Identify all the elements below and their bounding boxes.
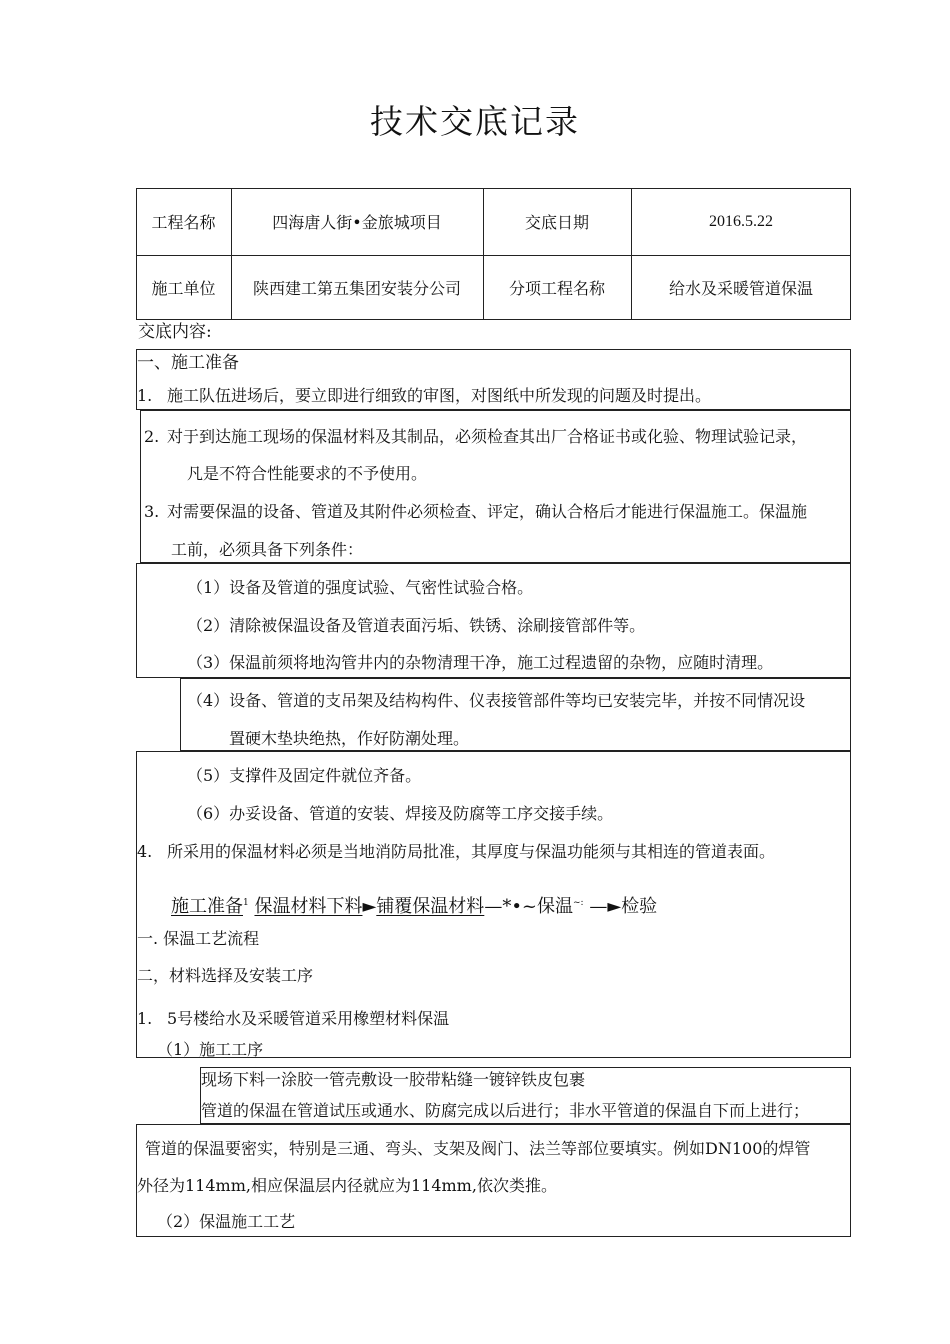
flow-mark: ~: bbox=[573, 898, 584, 908]
page-title: 技术交底记录 bbox=[370, 102, 580, 141]
condition-item: （3）保温前须将地沟管井内的杂物清理干净，施工过程遗留的杂物，应随时清理。 bbox=[187, 653, 774, 672]
flow-step: 铺覆保温材料 bbox=[376, 896, 485, 917]
item-number: 4. bbox=[137, 842, 153, 861]
date-value: 2016.5.22 bbox=[709, 212, 773, 230]
flow-step: 施工准备 bbox=[171, 896, 243, 917]
condition-item: （5）支撑件及固定件就位齐备。 bbox=[187, 766, 422, 785]
item-text: 凡是不符合性能要求的不予使用。 bbox=[187, 464, 428, 483]
procedure-text: 管道的保温在管道试压或通水、防腐完成以后进行；非水平管道的保温自下而上进行； bbox=[201, 1101, 810, 1120]
unit-value: 陕西建工第五集团安装分公司 bbox=[252, 279, 461, 298]
unit-label: 施工单位 bbox=[151, 279, 216, 298]
item-text: 5号楼给水及采暖管道采用橡塑材料保温 bbox=[167, 1009, 450, 1028]
content-label: 交底内容: bbox=[138, 322, 212, 342]
item-number: 2. bbox=[144, 427, 160, 446]
condition-item: 置硬木垫块绝热，作好防潮处理。 bbox=[229, 729, 470, 748]
item-number: 1. bbox=[137, 386, 153, 405]
condition-item: （6）办妥设备、管道的安装、焊接及防腐等工序交接手续。 bbox=[187, 804, 614, 823]
item-text: 对于到达施工现场的保温材料及其制品，必须检查其出厂合格证书或化验、物理试验记录， bbox=[167, 427, 808, 446]
flow-step: 保温材料下料 bbox=[254, 896, 363, 917]
process-flow bbox=[171, 893, 657, 917]
item-text: 工前，必须具备下列条件： bbox=[171, 540, 364, 559]
subheading: （1）施工工序 bbox=[157, 1040, 264, 1059]
section-heading-materials: 二，材料选择及安装工序 bbox=[137, 966, 314, 985]
project-name-label: 工程名称 bbox=[151, 213, 216, 232]
procedure-text: 现场下料一涂胶一管壳敷设一胶带粘缝一镀锌铁皮包裹 bbox=[201, 1070, 586, 1089]
subheading: （2）保温施工工艺 bbox=[157, 1212, 296, 1231]
paragraph-text: 外径为114mm,相应保温层内径就应为114mm,依次类推。 bbox=[137, 1176, 557, 1195]
flow-connector: —*•~保温 bbox=[484, 896, 574, 917]
flow-mark: 1 bbox=[243, 898, 249, 908]
item-number: 3. bbox=[144, 502, 160, 521]
flow-step: 检验 bbox=[621, 896, 658, 917]
item-number: 1. bbox=[137, 1009, 153, 1028]
project-name-value: 四海唐人街•金旅城项目 bbox=[272, 213, 442, 232]
item-text: 施工队伍进场后，要立即进行细致的审图，对图纸中所发现的问题及时提出。 bbox=[167, 386, 712, 405]
arrow-right-icon: ► bbox=[362, 896, 377, 917]
section-heading-process: 一. 保温工艺流程 bbox=[137, 929, 260, 948]
item-text: 所采用的保温材料必须是当地消防局批准，其厚度与保温功能须与其相连的管道表面。 bbox=[167, 842, 776, 861]
paragraph-text: 管道的保温要密实，特别是三通、弯头、支架及阀门、法兰等部位要填实。例如DN100的焊管 bbox=[145, 1139, 811, 1158]
condition-item: （4）设备、管道的支吊架及结构构件、仪表接管部件等均已安装完毕，并按不同情况设 bbox=[187, 691, 806, 710]
condition-item: （2）清除被保温设备及管道表面污垢、铁锈、涂刷接管部件等。 bbox=[187, 616, 646, 635]
arrow-right-icon: —► bbox=[589, 896, 622, 917]
section-heading-prep: 一、施工准备 bbox=[137, 353, 239, 373]
condition-item: （1）设备及管道的强度试验、气密性试验合格。 bbox=[187, 578, 534, 597]
date-label: 交底日期 bbox=[524, 213, 589, 232]
item-text: 对需要保温的设备、管道及其附件必须检查、评定，确认合格后才能进行保温施工。保温施 bbox=[167, 502, 808, 521]
subitem-label: 分项工程名称 bbox=[508, 279, 605, 298]
subitem-value: 给水及采暖管道保温 bbox=[668, 279, 813, 298]
